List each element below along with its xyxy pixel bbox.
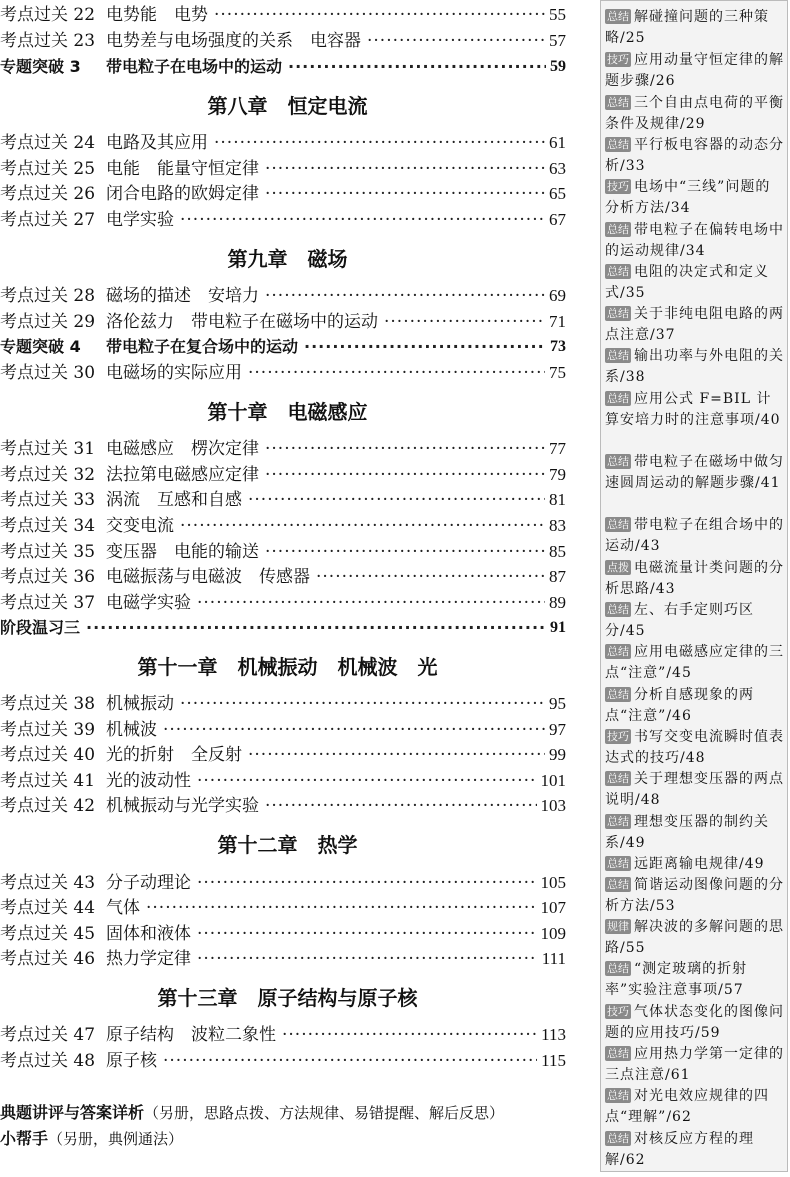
sidebar-tip (605, 220, 785, 262)
footer-note (0, 1100, 504, 1123)
toc-entry-label: 考点过关 27 (0, 210, 96, 230)
toc-entry-page: 111 (541, 949, 566, 968)
toc-entry-label: 考点过关 24 (0, 133, 96, 153)
tips-sidebar (600, 0, 788, 1172)
tip-text: 气体状态变化的图像问题的应用技巧/59 (605, 1004, 784, 1041)
toc-entry-label: 考点过关 33 (0, 490, 96, 510)
toc-entry-title: 光的波动性 (106, 771, 191, 791)
sidebar-tip (605, 1002, 785, 1044)
tip-text: 简谐运动图像问题的分析方法/53 (605, 877, 784, 914)
toc-entry-label: 考点过关 42 (0, 796, 96, 816)
tip-text: 应用动量守恒定律的解题步骤/26 (605, 52, 784, 89)
toc-entry-title: 分子动理论 (106, 873, 191, 893)
tip-tag: 总结 (607, 1089, 629, 1102)
toc-entry-page: 65 (549, 184, 566, 203)
toc-entry-title: 电磁场的实际应用 (106, 363, 242, 383)
tip-tag: 总结 (607, 96, 629, 109)
dot-leader (180, 514, 545, 538)
toc-entry-page: 115 (541, 1051, 566, 1070)
tip-text: 关于非纯电阻电路的两点注意/37 (605, 306, 784, 343)
toc-entry-page: 89 (549, 593, 566, 612)
dot-leader (146, 896, 537, 920)
toc-entry[interactable] (0, 1023, 566, 1047)
toc-entry[interactable] (0, 208, 566, 232)
dot-leader (163, 718, 545, 742)
toc-entry-label: 考点过关 22 (0, 5, 96, 25)
tip-tag: 技巧 (607, 1005, 629, 1018)
dot-leader (214, 131, 545, 155)
sidebar-tip (605, 558, 785, 600)
toc-entry[interactable] (0, 3, 566, 27)
tip-text: 电场中“三线”问题的分析方法/34 (605, 179, 771, 216)
toc-entry-page: 79 (549, 465, 566, 484)
toc-entry-label: 考点过关 35 (0, 542, 96, 562)
tip-tag: 总结 (607, 518, 629, 531)
toc-entry-label: 考点过关 40 (0, 745, 96, 765)
footer-note-detail: （另册，思路点拨、方法规律、易错提醒、解后反思） (144, 1104, 505, 1122)
toc-entry[interactable] (0, 591, 566, 615)
tip-text: 关于理想变压器的两点说明/48 (605, 771, 784, 808)
sidebar-tip (605, 262, 785, 304)
toc-entry-title: 机械振动与光学实验 (106, 796, 259, 816)
dot-leader (282, 1023, 537, 1047)
dot-leader (265, 463, 545, 487)
toc-entry-title: 电势能 电势 (106, 5, 208, 25)
dot-leader (265, 284, 545, 308)
tip-text: 书写交变电流瞬时值表达式的技巧/48 (605, 729, 784, 766)
sidebar-tip (605, 875, 785, 917)
toc-entry-title: 电能 能量守恒定律 (106, 159, 259, 179)
toc-entry-title: 机械波 (106, 720, 157, 740)
sidebar-tip (605, 769, 785, 811)
tip-text: 电磁流量计类问题的分析思路/43 (605, 560, 784, 597)
tip-tag: 技巧 (607, 180, 629, 193)
tip-tag: 总结 (607, 10, 629, 23)
toc-entry-label: 考点过关 23 (0, 31, 96, 51)
tip-tag: 总结 (607, 1132, 629, 1145)
toc-entry[interactable] (0, 488, 566, 512)
toc-entry-title: 电势差与电场强度的关系 电容器 (106, 31, 361, 51)
footer-note-title: 典题讲评与答案详析 (0, 1103, 145, 1122)
tip-text: 左、右手定则巧区分/45 (605, 602, 754, 639)
toc-entry[interactable] (0, 896, 566, 920)
toc-entry[interactable] (0, 157, 566, 181)
toc-entry-page: 109 (540, 924, 566, 943)
toc-entry-title: 电路及其应用 (106, 133, 208, 153)
tip-tag: 点拨 (607, 561, 629, 574)
tip-tag: 总结 (607, 772, 629, 785)
toc-entry[interactable] (0, 692, 566, 716)
sidebar-tip (605, 389, 785, 431)
sidebar-tip (605, 50, 785, 92)
dot-leader (248, 743, 545, 767)
toc-entry-label: 考点过关 30 (0, 363, 96, 383)
toc-entry-title: 光的折射 全反射 (106, 745, 242, 765)
sidebar-tip (605, 515, 785, 557)
toc-entry-title: 电磁振荡与电磁波 传感器 (106, 567, 310, 587)
tip-tag: 总结 (607, 307, 629, 320)
tip-text: 解碰撞问题的三种策略/25 (605, 9, 769, 46)
toc-entry-page: 57 (549, 31, 566, 50)
dot-leader (197, 871, 537, 895)
toc-entry-page: 77 (549, 439, 566, 458)
dot-leader (248, 488, 545, 512)
toc-entry-page: 113 (541, 1025, 566, 1044)
sidebar-tip (605, 7, 785, 49)
tip-tag: 技巧 (607, 53, 629, 66)
toc-entry-title: 电磁学实验 (106, 593, 191, 613)
sidebar-tip (605, 727, 785, 769)
tip-tag: 总结 (607, 1047, 629, 1060)
sidebar-tip (605, 959, 785, 1001)
tip-tag: 总结 (607, 223, 629, 236)
tip-tag: 总结 (607, 645, 629, 658)
toc-entry-label: 考点过关 36 (0, 567, 96, 587)
toc-entry-title: 热力学定律 (106, 949, 191, 969)
tip-text: 分析自感现象的两点“注意”/46 (605, 687, 754, 724)
sidebar-tip (605, 1129, 785, 1171)
toc-entry[interactable] (0, 131, 566, 155)
dot-leader (304, 335, 546, 359)
tip-text: 带电粒子在组合场中的运动/43 (605, 517, 784, 554)
toc-entry-label: 考点过关 29 (0, 312, 96, 332)
toc-entry[interactable] (0, 55, 566, 79)
toc-entry-title: 带电粒子在复合场中的运动 (106, 337, 299, 356)
toc-entry[interactable] (0, 437, 566, 461)
toc-entry[interactable] (0, 540, 566, 564)
dot-leader (384, 310, 545, 334)
toc-entry[interactable] (0, 718, 566, 742)
sidebar-tip (605, 600, 785, 642)
dot-leader (265, 540, 545, 564)
toc-entry-title: 洛伦兹力 带电粒子在磁场中的运动 (106, 312, 378, 332)
toc-entry[interactable] (0, 871, 566, 895)
toc-entry[interactable] (0, 361, 566, 385)
dot-leader (86, 616, 546, 640)
toc-entry-label: 考点过关 41 (0, 771, 96, 791)
dot-leader (214, 3, 545, 27)
tip-tag: 总结 (607, 603, 629, 616)
footer-note-title: 小帮手 (0, 1129, 49, 1148)
tip-tag: 总结 (607, 857, 629, 870)
toc-entry-page: 97 (549, 720, 566, 739)
toc-entry-page: 63 (549, 159, 566, 178)
toc-entry-title: 闭合电路的欧姆定律 (106, 184, 259, 204)
dot-leader (288, 55, 546, 79)
toc-entry[interactable] (0, 743, 566, 767)
chapter-heading: 第十三章 原子结构与原子核 (157, 986, 418, 1010)
sidebar-tip (605, 1086, 785, 1128)
dot-leader (197, 922, 537, 946)
toc-entry-page: 69 (549, 286, 566, 305)
dot-leader (265, 182, 545, 206)
toc-entry[interactable] (0, 616, 566, 640)
dot-leader (265, 437, 545, 461)
dot-leader (265, 157, 545, 181)
sidebar-tip (605, 917, 785, 959)
tip-text: 三个自由点电荷的平衡条件及规律/29 (605, 95, 784, 132)
toc-entry-title: 交变电流 (106, 516, 174, 536)
toc-entry-title: 机械振动 (106, 694, 174, 714)
tip-text: 应用热力学第一定律的三点注意/61 (605, 1046, 784, 1083)
tip-text: 输出功率与外电阻的关系/38 (605, 348, 784, 385)
toc-entry[interactable] (0, 284, 566, 308)
toc-entry[interactable] (0, 310, 566, 334)
sidebar-tip (605, 452, 785, 494)
toc-entry[interactable] (0, 1049, 566, 1073)
chapter-heading: 第十一章 机械振动 机械波 光 (137, 655, 438, 679)
dot-leader (180, 208, 545, 232)
toc-entry-page: 55 (549, 5, 566, 24)
toc-entry-title: 涡流 互感和自感 (106, 490, 242, 510)
toc-entry-title: 原子核 (106, 1051, 157, 1071)
toc-entry-label: 考点过关 26 (0, 184, 96, 204)
tip-text: 带电粒子在磁场中做匀速圆周运动的解题步骤/41 (605, 454, 784, 491)
tip-tag: 总结 (607, 878, 629, 891)
toc-entry[interactable] (0, 947, 566, 971)
tip-tag: 总结 (607, 962, 629, 975)
toc-entry-label: 考点过关 25 (0, 159, 96, 179)
dot-leader (197, 947, 538, 971)
toc-entry[interactable] (0, 922, 566, 946)
tip-text: 解决波的多解问题的思路/55 (605, 919, 784, 956)
toc-entry-title: 原子结构 波粒二象性 (106, 1025, 276, 1045)
tip-text: 带电粒子在偏转电场中的运动规律/34 (605, 222, 784, 259)
chapter-heading: 第八章 恒定电流 (207, 94, 368, 118)
sidebar-tip (605, 685, 785, 727)
toc-entry[interactable] (0, 182, 566, 206)
toc-entry-title: 磁场的描述 安培力 (106, 286, 259, 306)
toc-entry-label: 专题突破 4 (0, 337, 81, 356)
toc-entry-label: 考点过关 47 (0, 1025, 96, 1045)
tip-text: 电阻的决定式和定义式/35 (605, 264, 769, 301)
tip-tag: 总结 (607, 349, 629, 362)
toc-entry-label: 考点过关 43 (0, 873, 96, 893)
toc-entry-page: 73 (550, 338, 566, 355)
toc-entry-title: 法拉第电磁感应定律 (106, 465, 259, 485)
tip-tag: 总结 (607, 688, 629, 701)
toc-entry-page: 99 (549, 745, 566, 764)
sidebar-tip (605, 177, 785, 219)
tip-text: 应用电磁感应定律的三点“注意”/45 (605, 644, 784, 681)
tip-text: “测定玻璃的折射率”实验注意事项/57 (605, 961, 748, 998)
toc-entry-title: 固体和液体 (106, 924, 191, 944)
sidebar-tip (605, 642, 785, 684)
toc-entry-page: 59 (550, 58, 566, 75)
tip-text: 对光电效应规律的四点“理解”/62 (605, 1088, 769, 1125)
toc-entry-title: 变压器 电能的输送 (106, 542, 259, 562)
sidebar-tip (605, 93, 785, 135)
toc-entry[interactable] (0, 463, 566, 487)
toc-entry-label: 考点过关 28 (0, 286, 96, 306)
toc-entry-label: 考点过关 45 (0, 924, 96, 944)
toc-entry-label: 阶段温习三 (0, 618, 81, 637)
sidebar-tip (605, 854, 785, 875)
toc-entry-label: 考点过关 39 (0, 720, 96, 740)
footer-note-detail: （另册，典例通法） (48, 1130, 184, 1148)
tip-text: 平行板电容器的动态分析/33 (605, 137, 784, 174)
tip-tag: 总结 (607, 455, 629, 468)
tip-tag: 总结 (607, 138, 629, 151)
dot-leader (367, 29, 545, 53)
toc-entry-label: 考点过关 44 (0, 898, 96, 918)
toc-entry[interactable] (0, 565, 566, 589)
sidebar-tip (605, 1044, 785, 1086)
toc-entry-page: 83 (549, 516, 566, 535)
dot-leader (197, 769, 537, 793)
toc-entry-label: 考点过关 34 (0, 516, 96, 536)
toc-entry-label: 考点过关 32 (0, 465, 96, 485)
toc-entry[interactable] (0, 29, 566, 53)
tip-text: 对核反应方程的理解/62 (605, 1131, 754, 1168)
toc-entry-page: 101 (540, 771, 566, 790)
toc-entry-page: 81 (549, 490, 566, 509)
toc-entry-page: 61 (549, 133, 566, 152)
dot-leader (248, 361, 545, 385)
dot-leader (163, 1049, 537, 1073)
dot-leader (316, 565, 545, 589)
chapter-heading: 第九章 磁场 (227, 247, 348, 271)
tip-tag: 技巧 (607, 730, 629, 743)
toc-entry-page: 87 (549, 567, 566, 586)
sidebar-tip (605, 304, 785, 346)
toc-entry-page: 67 (549, 210, 566, 229)
dot-leader (180, 692, 545, 716)
toc-entry-title: 气体 (106, 898, 140, 918)
toc-entry-label: 考点过关 48 (0, 1051, 96, 1071)
toc-entry[interactable] (0, 514, 566, 538)
sidebar-tip (605, 346, 785, 388)
toc-entry-page: 107 (540, 898, 566, 917)
toc-entry-label: 考点过关 31 (0, 439, 96, 459)
dot-leader (265, 794, 537, 818)
toc-entry-page: 71 (549, 312, 566, 331)
toc-entry-title: 电学实验 (106, 210, 174, 230)
toc-entry-label: 专题突破 3 (0, 57, 81, 76)
tip-text: 理想变压器的制约关系/49 (605, 814, 769, 851)
toc-entry-title: 电磁感应 楞次定律 (106, 439, 259, 459)
tip-tag: 规律 (607, 920, 629, 933)
toc-entry[interactable] (0, 769, 566, 793)
tip-text: 应用公式 F=BIL 计算安培力时的注意事项/40 (605, 391, 781, 428)
toc-entry-page: 85 (549, 542, 566, 561)
sidebar-tip (605, 135, 785, 177)
tip-tag: 总结 (607, 815, 629, 828)
sidebar-tip (605, 812, 785, 854)
toc-entry-page: 75 (549, 363, 566, 382)
toc-entry-label: 考点过关 46 (0, 949, 96, 969)
toc-entry-page: 95 (549, 694, 566, 713)
toc-entry-page: 105 (540, 873, 566, 892)
toc-entry-page: 103 (540, 796, 566, 815)
toc-entry[interactable] (0, 794, 566, 818)
footer-note (0, 1126, 183, 1149)
chapter-heading: 第十二章 热学 (217, 833, 358, 857)
toc-entry[interactable] (0, 335, 566, 359)
tip-tag: 总结 (607, 265, 629, 278)
toc-entry-page: 91 (550, 619, 566, 636)
tip-text: 远距离输电规律/49 (634, 856, 765, 872)
dot-leader (197, 591, 545, 615)
toc-entry-title: 带电粒子在电场中的运动 (106, 57, 283, 76)
toc-entry-label: 考点过关 37 (0, 593, 96, 613)
tip-tag: 总结 (607, 392, 629, 405)
chapter-heading: 第十章 电磁感应 (207, 400, 368, 424)
toc-entry-label: 考点过关 38 (0, 694, 96, 714)
